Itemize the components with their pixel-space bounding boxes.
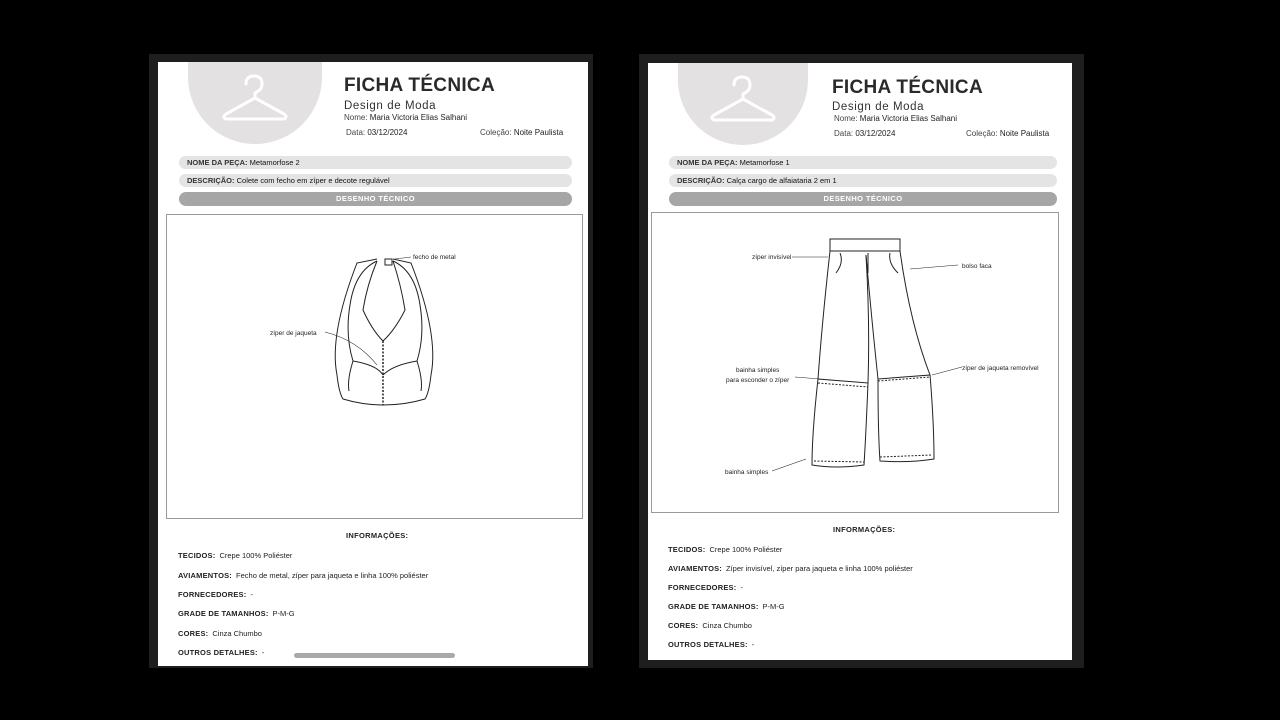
date-value: 03/12/2024 bbox=[367, 128, 408, 137]
technical-drawing-box bbox=[651, 212, 1059, 513]
annotation-jacket-zipper: zíper de jaqueta bbox=[270, 330, 317, 337]
right-sheet bbox=[648, 63, 1072, 660]
info-value: - bbox=[740, 583, 743, 592]
horizontal-scrollbar[interactable] bbox=[294, 653, 455, 658]
info-heading: INFORMAÇÕES: bbox=[833, 525, 896, 534]
annotation-simple-hem-bottom: bainha simples bbox=[725, 469, 769, 476]
name-value: Maria Victoria Elias Salhani bbox=[369, 113, 468, 122]
name-field bbox=[834, 114, 957, 123]
technical-drawing-header: DESENHO TÉCNICO bbox=[179, 192, 572, 206]
collection-value: Noite Paulista bbox=[513, 128, 564, 137]
page-subtitle: Design de Moda bbox=[832, 101, 925, 113]
info-colors bbox=[178, 629, 262, 638]
info-value: P-M-G bbox=[762, 602, 785, 611]
description-value: Colete com fecho em zíper e decote regulável bbox=[236, 176, 390, 185]
info-heading: INFORMAÇÕES: bbox=[346, 531, 409, 540]
piece-name-value: Metamorfose 1 bbox=[739, 158, 790, 167]
info-value: Fecho de metal, zíper para jaqueta e linha 100% poliéster bbox=[236, 571, 429, 580]
info-label: OUTROS DETALHES: bbox=[178, 648, 258, 657]
info-label: TECIDOS: bbox=[178, 551, 216, 560]
date-label: Data: bbox=[834, 129, 854, 138]
left-sheet bbox=[158, 62, 588, 666]
info-label: TECIDOS: bbox=[668, 545, 706, 554]
info-colors bbox=[668, 621, 752, 630]
description-row bbox=[669, 174, 1057, 187]
info-value: P-M-G bbox=[272, 609, 295, 618]
date-label: Data: bbox=[346, 128, 366, 137]
piece-name-row bbox=[669, 156, 1057, 169]
info-sizes bbox=[668, 602, 785, 611]
info-label: FORNECEDORES: bbox=[668, 583, 737, 592]
page-subtitle: Design de Moda bbox=[344, 100, 437, 112]
annotation-simple-hem: bainha simples bbox=[736, 367, 780, 374]
piece-name-label: NOME DA PEÇA: bbox=[187, 158, 248, 167]
collection-label: Coleção: bbox=[480, 128, 512, 137]
hanger-badge bbox=[188, 62, 322, 144]
description-row bbox=[179, 174, 572, 187]
date-field bbox=[346, 128, 407, 137]
page-title: FICHA TÉCNICA bbox=[344, 75, 495, 96]
info-suppliers bbox=[668, 583, 743, 592]
info-label: CORES: bbox=[178, 629, 209, 638]
annotation-metal-clasp: fecho de metal bbox=[413, 254, 456, 261]
hanger-badge bbox=[678, 63, 808, 145]
name-label: Nome: bbox=[834, 114, 858, 123]
name-field bbox=[344, 113, 467, 122]
info-value: Crepe 100% Poliéster bbox=[709, 545, 783, 554]
collection-field bbox=[966, 129, 1049, 138]
collection-label: Coleção: bbox=[966, 129, 998, 138]
pants-drawing bbox=[652, 213, 1058, 512]
annotation-invisible-zipper: zíper invisível bbox=[752, 254, 792, 261]
collection-value: Noite Paulista bbox=[999, 129, 1050, 138]
description-label: DESCRIÇÃO: bbox=[677, 176, 725, 185]
info-label: FORNECEDORES: bbox=[178, 590, 247, 599]
info-sizes bbox=[178, 609, 295, 618]
date-value: 03/12/2024 bbox=[855, 129, 896, 138]
info-value: Zíper invisível, zíper para jaqueta e linha 100% poliéster bbox=[726, 564, 913, 573]
info-label: GRADE DE TAMANHOS: bbox=[668, 602, 759, 611]
annotation-knife-pocket: bolso faca bbox=[962, 263, 992, 270]
vest-drawing bbox=[167, 215, 582, 518]
info-label: AVIAMENTOS: bbox=[178, 571, 233, 580]
info-label: AVIAMENTOS: bbox=[668, 564, 723, 573]
description-value: Calça cargo de alfaiataria 2 em 1 bbox=[726, 176, 837, 185]
piece-name-row bbox=[179, 156, 572, 169]
info-suppliers bbox=[178, 590, 253, 599]
info-trims bbox=[178, 571, 428, 580]
info-label: OUTROS DETALHES: bbox=[668, 640, 748, 649]
description-label: DESCRIÇÃO: bbox=[187, 176, 235, 185]
technical-drawing-header: DESENHO TÉCNICO bbox=[669, 192, 1057, 206]
info-value: - bbox=[250, 590, 253, 599]
hanger-icon bbox=[188, 62, 322, 144]
annotation-hide-zipper: para esconder o zíper bbox=[726, 377, 790, 384]
hanger-icon bbox=[678, 63, 808, 145]
info-value: - bbox=[751, 640, 755, 649]
annotation-removable-zipper: zíper de jaqueta removível bbox=[962, 365, 1039, 372]
date-field bbox=[834, 129, 895, 138]
name-label: Nome: bbox=[344, 113, 368, 122]
collection-field bbox=[480, 128, 563, 137]
info-fabrics bbox=[668, 545, 782, 554]
info-value: Cinza Chumbo bbox=[702, 621, 752, 630]
piece-name-value: Metamorfose 2 bbox=[249, 158, 300, 167]
info-value: - bbox=[261, 648, 265, 657]
page-title: FICHA TÉCNICA bbox=[832, 77, 983, 98]
info-other bbox=[668, 640, 754, 649]
info-value: Cinza Chumbo bbox=[212, 629, 262, 638]
name-value: Maria Victoria Elias Salhani bbox=[859, 114, 958, 123]
info-value: Crepe 100% Poliéster bbox=[219, 551, 293, 560]
info-other bbox=[178, 648, 264, 657]
piece-name-label: NOME DA PEÇA: bbox=[677, 158, 738, 167]
info-label: GRADE DE TAMANHOS: bbox=[178, 609, 269, 618]
info-fabrics bbox=[178, 551, 292, 560]
info-label: CORES: bbox=[668, 621, 699, 630]
info-trims bbox=[668, 564, 913, 573]
technical-drawing-box bbox=[166, 214, 583, 519]
